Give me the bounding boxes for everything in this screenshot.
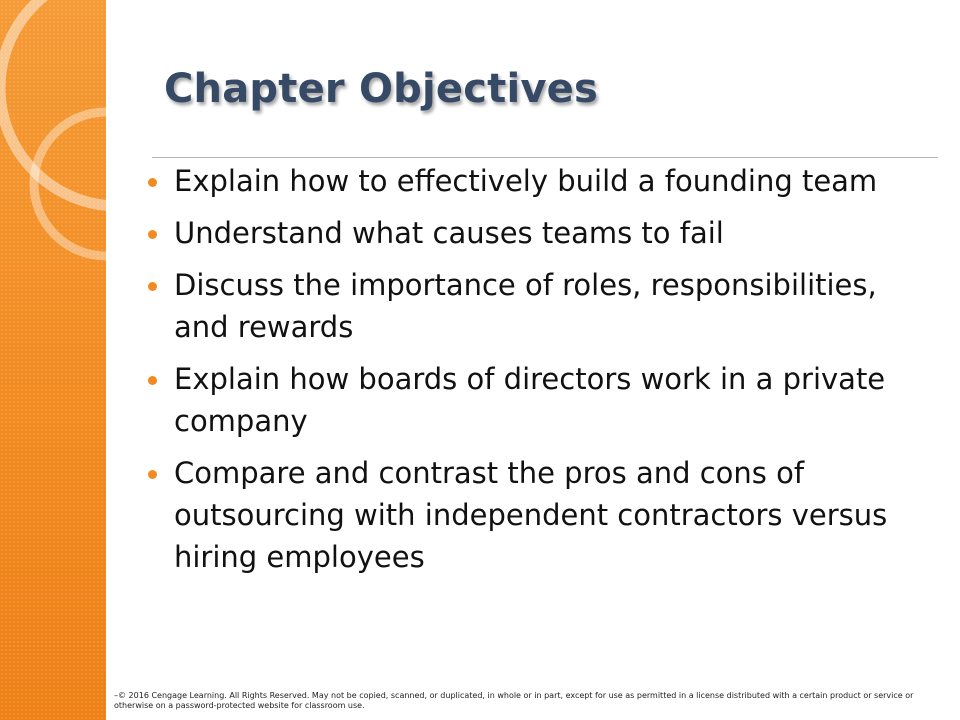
bullet-dot-icon: [148, 178, 157, 187]
slide-title: Chapter Objectives: [164, 66, 598, 112]
bullet-dot-icon: [148, 282, 157, 291]
ring-decoration-icon: [0, 0, 106, 720]
objective-item: [148, 212, 938, 254]
objective-text: Explain how boards of directors work in a private company: [174, 362, 886, 438]
bullet-dot-icon: [148, 376, 157, 385]
copyright-footer: –© 2016 Cengage Learning. All Rights Reserved. May not be copied, scanned, or duplicated, in whole or in part, except for use as permitted in a license distributed with a certain product or service or otherwise on a password-protected website for classroom use.: [114, 691, 914, 710]
objective-text: Discuss the importance of roles, responsibilities, and rewards: [174, 268, 877, 344]
objective-item: [148, 264, 938, 348]
side-accent-bar: [0, 0, 106, 720]
objectives-list: [148, 160, 938, 588]
objective-text: Explain how to effectively build a founding team: [174, 164, 878, 198]
bullet-dot-icon: [148, 230, 157, 239]
objective-text: Understand what causes teams to fail: [174, 216, 724, 250]
objective-item: [148, 452, 938, 578]
objective-item: [148, 160, 938, 202]
bullet-dot-icon: [148, 470, 157, 479]
objective-item: [148, 358, 938, 442]
title-divider: [152, 157, 938, 158]
objective-text: Compare and contrast the pros and cons of outsourcing with independent contractors versus hiring employees: [174, 456, 888, 574]
